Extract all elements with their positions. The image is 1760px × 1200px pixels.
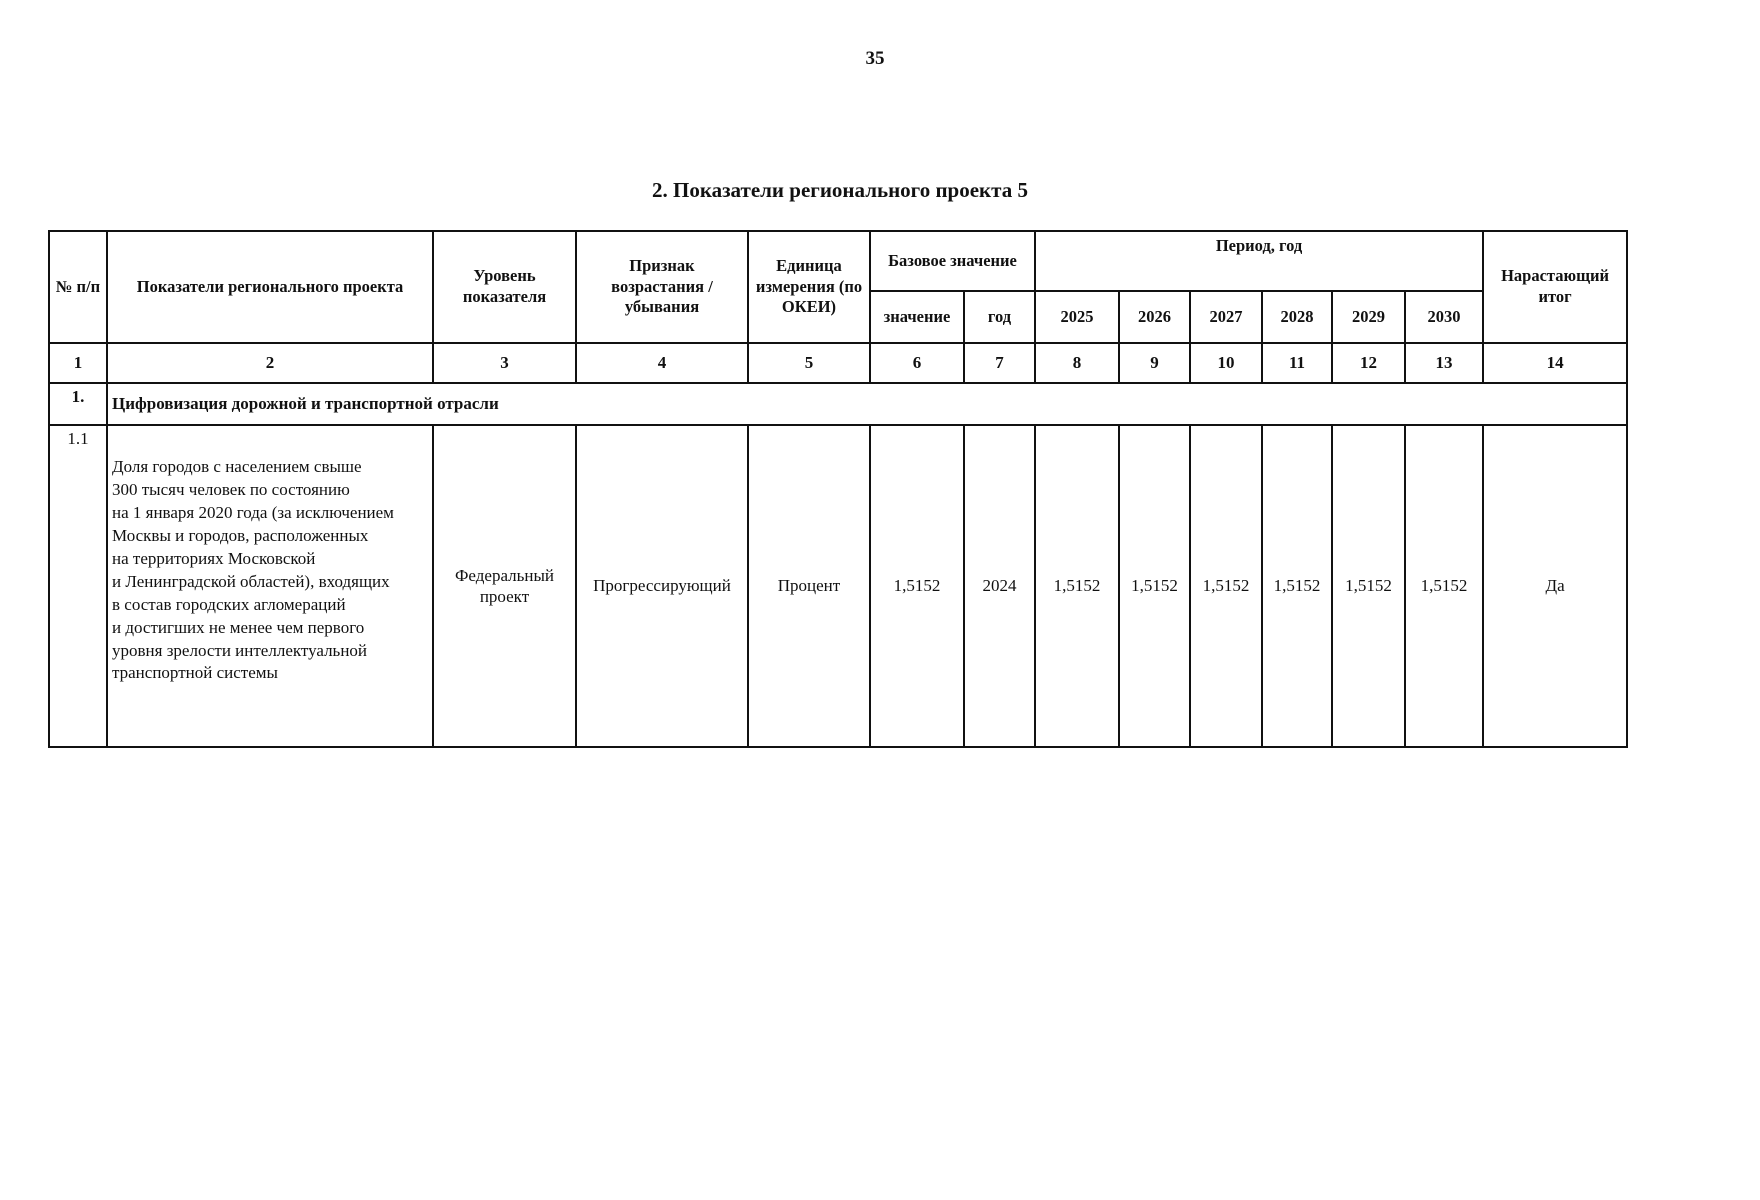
period-value: 1,5152	[1190, 425, 1262, 747]
indicator-name-line: на территориях Московской	[112, 548, 316, 568]
period-value: 1,5152	[1405, 425, 1483, 747]
header-base: Базовое значение	[870, 231, 1035, 291]
column-number: 13	[1405, 343, 1483, 383]
indicator-name	[107, 425, 433, 747]
header-year: 2030	[1405, 291, 1483, 343]
indicator-name-line: Москвы и городов, расположенных	[112, 525, 369, 545]
column-number: 8	[1035, 343, 1119, 383]
indicator-name-line: в состав городских агломераций	[112, 594, 346, 614]
column-number: 12	[1332, 343, 1405, 383]
header-trend: Признак возрастания / убывания	[576, 231, 748, 343]
page-number: 35	[865, 48, 885, 69]
cumulative-value: Да	[1483, 425, 1627, 747]
column-number: 9	[1119, 343, 1190, 383]
header-year: 2029	[1332, 291, 1405, 343]
indicator-name-line: на 1 января 2020 года (за исключением	[112, 502, 394, 522]
header-level: Уровень показателя	[433, 231, 576, 343]
header-base-value: значение	[870, 291, 964, 343]
header-base-year: год	[964, 291, 1035, 343]
column-number: 11	[1262, 343, 1332, 383]
indicator-trend: Прогрессирующий	[576, 425, 748, 747]
header-year: 2028	[1262, 291, 1332, 343]
period-value: 1,5152	[1332, 425, 1405, 747]
row-number: 1.1	[49, 425, 107, 747]
header-year: 2026	[1119, 291, 1190, 343]
header-indicator: Показатели регионального проекта	[107, 231, 433, 343]
header-unit: Единица измерения (по ОКЕИ)	[748, 231, 870, 343]
column-number-row	[49, 343, 1627, 383]
period-value: 1,5152	[1035, 425, 1119, 747]
indicator-name-line: транспортной системы	[112, 663, 278, 683]
column-number: 7	[964, 343, 1035, 383]
header-cumulative: Нарастающий итог	[1483, 231, 1627, 343]
indicator-name-line: 300 тысяч человек по состоянию	[112, 479, 350, 499]
indicator-name-line: Доля городов с населением свыше	[112, 457, 362, 476]
header-num: № п/п	[49, 231, 107, 343]
header-period: Период, год	[1035, 231, 1483, 291]
column-number: 4	[576, 343, 748, 383]
section-name: Цифровизация дорожной и транспортной отрасли	[107, 383, 1627, 425]
header-year: 2027	[1190, 291, 1262, 343]
column-number: 3	[433, 343, 576, 383]
section-title: 2. Показатели регионального проекта 5	[652, 178, 1028, 202]
indicator-level: Федеральный проект	[433, 425, 576, 747]
header-year: 2025	[1035, 291, 1119, 343]
column-number: 2	[107, 343, 433, 383]
indicators-table	[48, 230, 1628, 748]
column-number: 10	[1190, 343, 1262, 383]
indicator-name-line: и Ленинградской областей), входящих	[112, 571, 390, 591]
table-header-row	[49, 231, 1627, 291]
column-number: 5	[748, 343, 870, 383]
column-number: 14	[1483, 343, 1627, 383]
column-number: 1	[49, 343, 107, 383]
indicator-unit: Процент	[748, 425, 870, 747]
base-year: 2024	[964, 425, 1035, 747]
indicator-name-line: и достигших не менее чем первого	[112, 617, 365, 637]
indicator-name-line: уровня зрелости интеллектуальной	[112, 640, 368, 660]
period-value: 1,5152	[1262, 425, 1332, 747]
table-row	[49, 425, 1627, 747]
section-number: 1.	[49, 383, 107, 425]
column-number: 6	[870, 343, 964, 383]
section-row	[49, 383, 1627, 425]
period-value: 1,5152	[1119, 425, 1190, 747]
base-value: 1,5152	[870, 425, 964, 747]
